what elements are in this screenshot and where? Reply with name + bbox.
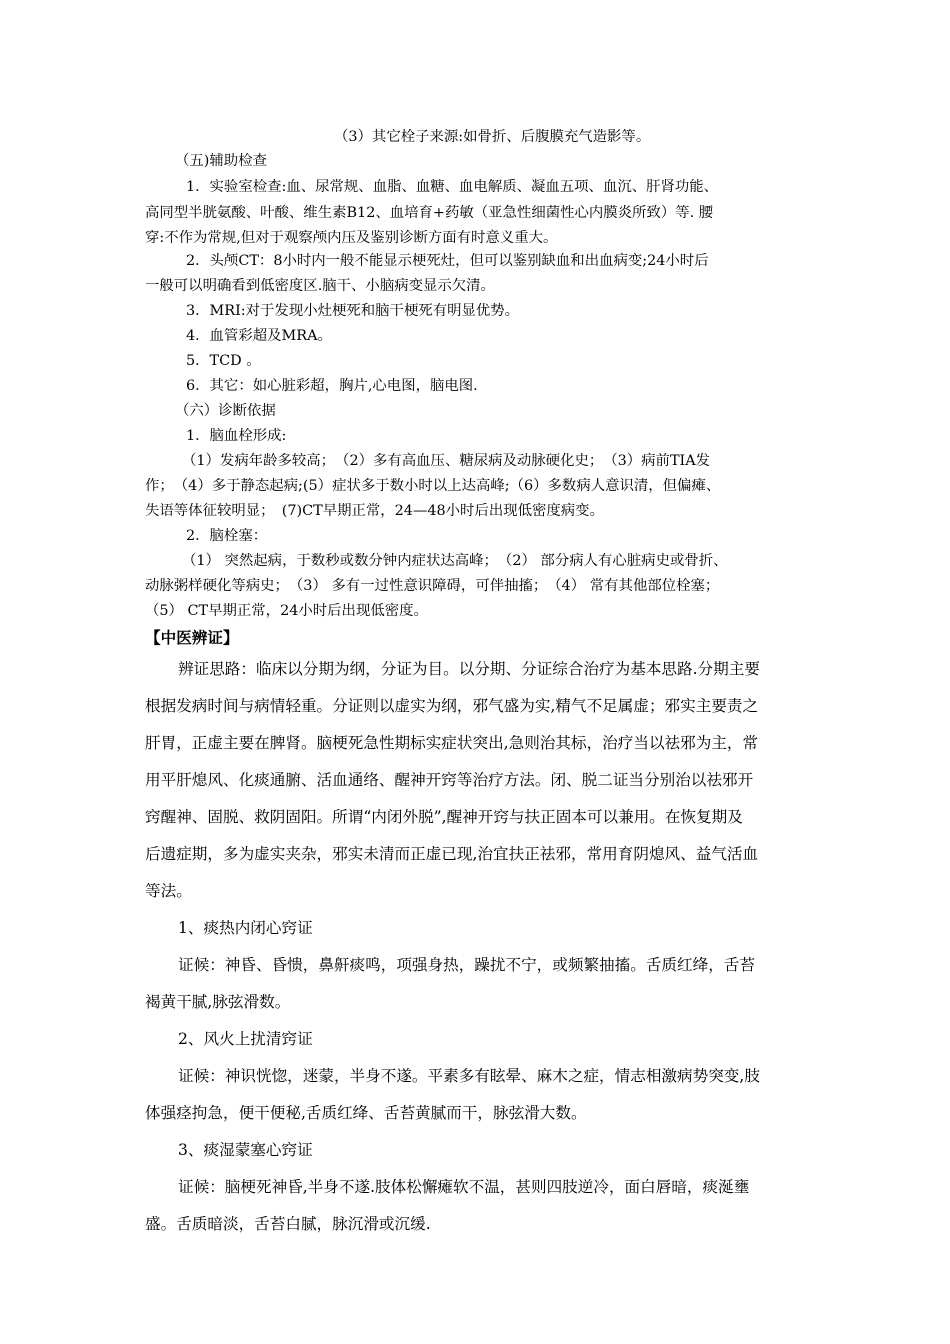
tcd-line: 5．TCD 。	[186, 353, 261, 369]
tcm-paragraph-line-7: 等法。	[145, 882, 192, 900]
ct-line-1: 2．头颅CT：8小时内一般不能显示梗死灶，但可以鉴别缺血和出血病变;24小时后	[186, 253, 709, 269]
syndrome-2-line-2: 体强痉拘急，便干便秘,舌质红绛、舌苔黄腻而干，脉弦滑大数。	[145, 1104, 587, 1122]
syndrome-1-line-2: 褐黄干腻,脉弦滑数。	[145, 993, 291, 1011]
other-exams-line: 6．其它：如心脏彩超，胸片,心电图，脑电图.	[186, 378, 478, 394]
lab-exam-line-2: 高同型半胱氨酸、叶酸、维生素B12、血培育+药敏（亚急性细菌性心内膜炎所致）等. 腰	[145, 205, 714, 221]
syndrome-2-heading: 2、风火上扰清窍证	[178, 1030, 313, 1048]
other-emboli-line: （3）其它栓子来源:如骨折、后腹膜充气造影等。	[334, 129, 651, 145]
syndrome-3-line-2: 盛。舌质暗淡，舌苔白腻，脉沉滑或沉缓.	[145, 1215, 431, 1233]
tcm-paragraph-line-1: 辨证思路：临床以分期为纲，分证为目。以分期、分证综合治疗为基本思路.分期主要	[178, 660, 760, 678]
syndrome-2-line-1: 证候：神识恍惚，迷蒙，半身不遂。平素多有眩晕、麻木之症，情志相激病势突变,肢	[178, 1067, 760, 1085]
tcm-paragraph-line-2: 根据发病时间与病情轻重。分证则以虚实为纲，邪气盛为实,精气不足属虚；邪实主要责之	[145, 697, 759, 715]
embolism-line-3: （5） CT早期正常，24小时后出现低密度。	[145, 603, 428, 619]
mri-line: 3．MRI:对于发现小灶梗死和脑干梗死有明显优势。	[186, 303, 520, 319]
embolism-line-2: 动脉粥样硬化等病史； （3） 多有一过性意识障碍，可伴抽搐； （4） 常有其他部位栓塞；	[145, 578, 720, 594]
section-heading-auxiliary-exams: （五)辅助检查	[175, 153, 267, 169]
tcm-paragraph-line-3: 肝胃，正虚主要在脾肾。脑梗死急性期标实症状突出,急则治其标，治疗当以祛邪为主，常	[145, 734, 759, 752]
syndrome-3-line-1: 证候：脑梗死神昏,半身不遂.肢体松懈瘫软不温，甚则四肢逆冷，面白唇暗，痰涎壅	[178, 1178, 750, 1196]
section-heading-diagnosis: （六）诊断依据	[175, 403, 276, 419]
tcm-paragraph-line-6: 后遗症期，多为虚实夹杂，邪实未清而正虚已现,治宜扶正祛邪，常用育阴熄风、益气活血	[145, 845, 759, 863]
syndrome-1-line-1: 证候：神昏、昏愦，鼻鼾痰鸣，项强身热，躁扰不宁，或频繁抽搐。舌质红绛，舌苔	[178, 956, 755, 974]
ct-line-2: 一般可以明确看到低密度区.脑干、小脑病变显示欠清。	[145, 278, 495, 294]
syndrome-1-heading: 1、痰热内闭心窍证	[178, 919, 313, 937]
syndrome-3-heading: 3、痰湿蒙塞心窍证	[178, 1141, 313, 1159]
embolism-heading: 2．脑栓塞：	[186, 528, 268, 544]
lab-exam-line-3: 穿:不作为常规,但对于观察颅内压及鉴别诊断方面有时意义重大。	[145, 230, 558, 246]
thrombosis-heading: 1．脑血栓形成:	[186, 428, 287, 444]
lab-exam-line-1: 1．实验室检查:血、尿常规、血脂、血糖、血电解质、凝血五项、血沉、肝肾功能、	[186, 179, 719, 195]
tcm-paragraph-line-5: 窍醒神、固脱、救阴固阳。所谓“内闭外脱”,醒神开窍与扶正固本可以兼用。在恢复期及	[145, 808, 743, 826]
tcm-paragraph-line-4: 用平肝熄风、化痰通腑、活血通络、醒神开窍等治疗方法。闭、脱二证当分别治以祛邪开	[145, 771, 754, 789]
thrombosis-line-1: （1）发病年龄多较高； （2）多有高血压、糖尿病及动脉硬化史； （3）病前TIA发	[182, 453, 711, 469]
vascular-ultrasound-line: 4．血管彩超及MRA。	[186, 328, 332, 344]
tcm-section-title: 【中医辨证】	[145, 628, 239, 647]
thrombosis-line-2: 作； （4）多于静态起病;(5）症状多于数小时以上达高峰;（6）多数病人意识清，但偏瘫、	[145, 478, 721, 494]
embolism-line-1: （1） 突然起病，于数秒或数分钟内症状达高峰； （2） 部分病人有心脏病史或骨折、	[182, 553, 728, 569]
thrombosis-line-3: 失语等体征较明显； (7)CT早期正常，24—48小时后出现低密度病变。	[145, 503, 604, 519]
